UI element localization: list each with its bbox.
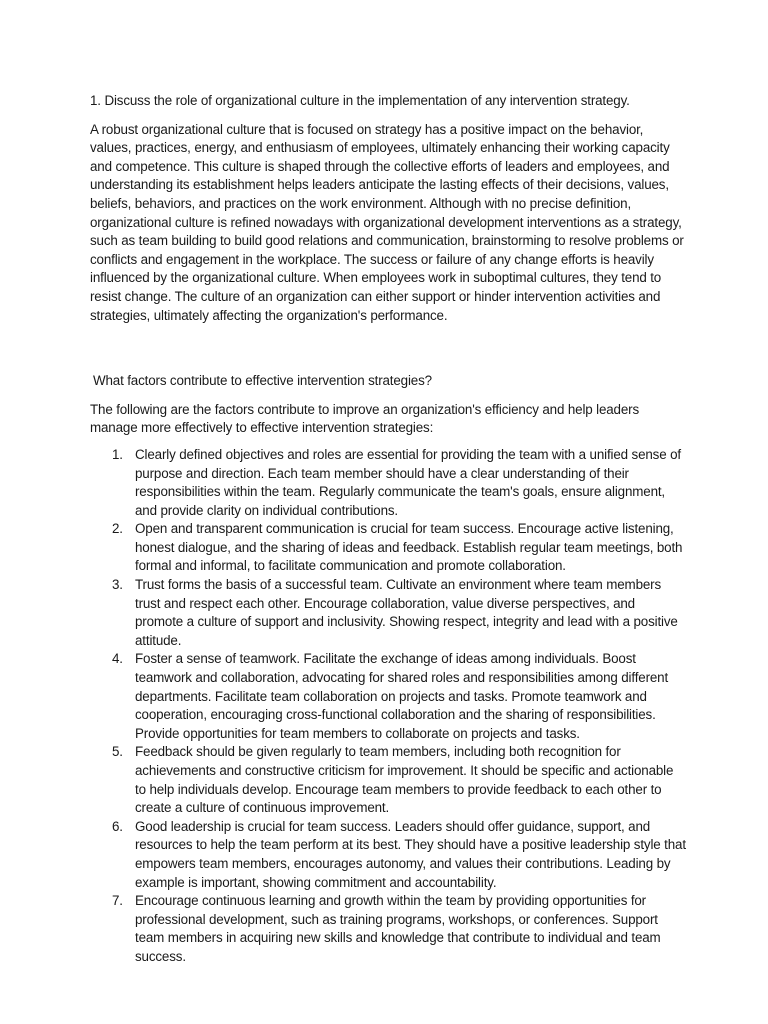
list-item-number: 7. [112, 893, 123, 909]
list-item-text: Open and transparent communication is crucial for team success. Encourage active listening, honest dialogue, and the sharing of ideas and feedback. Establish regular team meetings, both formal and informal, to facilitate communication and promote collaboration. [135, 521, 683, 574]
list-item-text: Clearly defined objectives and roles are essential for providing the team with a unified sense of purpose and direction. Each team member should have a clear understanding of their responsibilities within the team. Regularly communicate the team's goals, ensure alignment, and provide clarity on individual contributions. [135, 446, 681, 518]
list-item-text: Good leadership is crucial for team success. Leaders should offer guidance, support, and resources to help the team perform at its best. They should have a positive leadership style that empowers team members, encourages autonomy, and values their contributions. Leading by example is important, showing commitment and accountability. [135, 818, 686, 890]
list-item-number: 2. [112, 521, 123, 537]
list-item-number: 4. [112, 651, 123, 667]
list-item [90, 818, 686, 892]
list-item-number: 1. [112, 446, 123, 462]
factors-list [90, 446, 686, 967]
list-item-number: 6. [112, 818, 123, 834]
list-item-text: Foster a sense of teamwork. Facilitate the exchange of ideas among individuals. Boost teamwork and collaboration, advocating for shared roles and responsibilities among different departments. Facilitate team collaboration on projects and tasks. Promote teamwork and cooperation, encouraging cross-functional collaboration and the sharing of responsibilities. Provide opportunities for team members to collaborate on projects and tasks. [135, 651, 669, 741]
list-item [90, 520, 686, 576]
list-item [90, 576, 686, 650]
list-item-number: 5. [112, 744, 123, 760]
answer-2-intro: The following are the factors contribute to improve an organization's efficiency and help leaders manage more effectively to effective intervention strategies: [90, 401, 640, 436]
list-item [90, 892, 686, 966]
list-item [90, 446, 686, 520]
answer-1-paragraph: A robust organizational culture that is focused on strategy has a positive impact on the behavior, values, practices, energy, and enthusiasm of employees, ultimately enhancing their working capacity and competence. This culture is shaped through the collective efforts of leaders and employees, and understanding its establishment helps leaders anticipate the lasting effects of their decisions, values, beliefs, behaviors, and practices on the work environment. Although with no precise definition, organizational culture is refined nowadays with organizational development interventions as a strategy, such as team building to build good relations and communication, brainstorming to resolve problems or conflicts and engagement in the workplace. The success or failure of any change efforts is heavily influenced by the organizational culture. When employees work in suboptimal cultures, they tend to resist change. The culture of an organization can either support or hinder intervention activities and strategies, ultimately affecting the organization's performance. [90, 121, 684, 323]
list-item-text: Encourage continuous learning and growth within the team by providing opportunities for professional development, such as training programs, workshops, or conferences. Support team members in acquiring new skills and knowledge that contribute to individual and team success. [135, 893, 661, 964]
list-item-text: Trust forms the basis of a successful team. Cultivate an environment where team members trust and respect each other. Encourage collaboration, value diverse perspectives, and promote a culture of support and inclusivity. Showing respect, integrity and lead with a positive attitude. [135, 577, 678, 648]
list-item-text: Feedback should be given regularly to team members, including both recognition for achievements and constructive criticism for improvement. It should be specific and actionable to help individuals develop. Encourage team members to provide feedback to each other to create a culture of continuous improvement. [135, 744, 674, 816]
list-item [90, 650, 686, 743]
question-2-heading: What factors contribute to effective intervention strategies? [93, 373, 432, 389]
list-item-number: 3. [112, 577, 123, 593]
document-page [90, 92, 686, 967]
question-1-heading: 1. Discuss the role of organizational culture in the implementation of any intervention strategy. [90, 93, 630, 108]
list-item [90, 743, 686, 817]
